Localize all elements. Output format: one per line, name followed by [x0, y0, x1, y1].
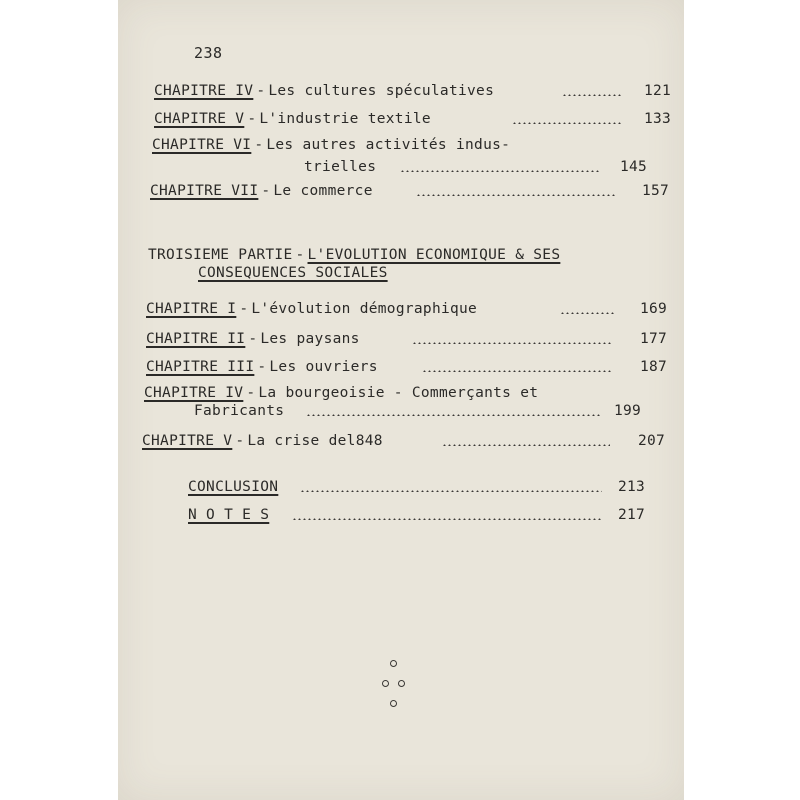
part-heading-continuation	[198, 262, 388, 284]
page-ref: 157	[642, 183, 670, 199]
page-number: 238	[194, 44, 223, 62]
toc-entry-continuation	[304, 156, 648, 178]
chapter-title: La bourgeoisie - Commerçants et	[258, 385, 539, 401]
chapter-title: Les autres activités indus-	[266, 137, 511, 153]
toc-entry: CHAPITRE VI - Les autres activités indus-	[152, 134, 642, 156]
leader-dots	[562, 94, 622, 96]
toc-entry-notes	[188, 504, 644, 526]
page-ref: 199	[614, 403, 642, 419]
toc-entry: CHAPITRE III - Les ouvriers 187	[146, 356, 646, 378]
leader-dots	[416, 194, 616, 196]
chapter-label: CHAPITRE II	[146, 331, 246, 347]
leader-dots	[512, 122, 622, 124]
chapter-label: CHAPITRE III	[146, 359, 255, 375]
chapter-title: La crise del848	[247, 433, 383, 449]
toc-entry: CHAPITRE V - L'industrie textile 133	[154, 108, 644, 130]
toc-entry-continuation	[194, 400, 644, 422]
toc-entry: CHAPITRE II - Les paysans 177	[146, 328, 646, 350]
chapter-label: CHAPITRE I	[146, 301, 237, 317]
leader-dots	[292, 518, 602, 520]
page-ref: 169	[640, 301, 668, 317]
chapter-label: CHAPITRE IV	[144, 385, 244, 401]
part-heading: TROISIEME PARTIE - L'EVOLUTION ECONOMIQUE & SES	[148, 247, 561, 263]
part-heading-title: L'EVOLUTION ECONOMIQUE & SES	[307, 247, 561, 263]
leader-dots	[422, 370, 612, 372]
page-ref: 187	[640, 359, 668, 375]
leader-dots	[306, 414, 602, 416]
page-ref: 217	[618, 507, 646, 523]
chapter-label: CHAPITRE V	[142, 433, 233, 449]
chapter-title: L'évolution démographique	[251, 301, 478, 317]
document-page	[118, 0, 684, 800]
leader-dots	[412, 342, 612, 344]
chapter-label: CHAPITRE V	[154, 111, 245, 127]
page-ref: 213	[618, 479, 646, 495]
chapter-title: L'industrie textile	[259, 111, 431, 127]
chapter-label: CHAPITRE VII	[150, 183, 259, 199]
chapter-label: CHAPITRE IV	[154, 83, 254, 99]
notes-label: N O T E S	[188, 507, 270, 523]
conclusion-label: CONCLUSION	[188, 479, 279, 495]
toc-entry: CHAPITRE VII - Le commerce 157	[150, 180, 644, 202]
chapter-label: CHAPITRE VI	[152, 137, 252, 153]
page-ref: 145	[620, 159, 648, 175]
toc-entry: CHAPITRE IV - Les cultures spéculatives 121	[154, 80, 644, 102]
chapter-title: Les ouvriers	[269, 359, 378, 375]
page-ref: 133	[644, 111, 672, 127]
part-heading-number: TROISIEME PARTIE	[148, 247, 293, 263]
chapter-title: Les cultures spéculatives	[268, 83, 495, 99]
chapter-title-continuation: Fabricants	[194, 403, 285, 419]
chapter-title-continuation: trielles	[304, 159, 377, 175]
leader-dots	[300, 490, 602, 492]
toc-entry: CHAPITRE I - L'évolution démographique 169	[146, 298, 646, 320]
page-ref: 121	[644, 83, 672, 99]
leader-dots	[442, 444, 610, 446]
part-heading-subtitle: CONSEQUENCES SOCIALES	[198, 265, 388, 281]
chapter-title: Les paysans	[260, 331, 360, 347]
toc-entry: CHAPITRE IV - La bourgeoisie - Commerçants et	[144, 382, 644, 404]
leader-dots	[560, 312, 614, 314]
toc-entry-conclusion	[188, 476, 644, 498]
page-ref: 207	[638, 433, 666, 449]
leader-dots	[400, 170, 600, 172]
ornament-circles-icon	[382, 660, 418, 720]
page-ref: 177	[640, 331, 668, 347]
chapter-title: Le commerce	[273, 183, 373, 199]
toc-entry: CHAPITRE V - La crise del848 207	[142, 430, 644, 452]
